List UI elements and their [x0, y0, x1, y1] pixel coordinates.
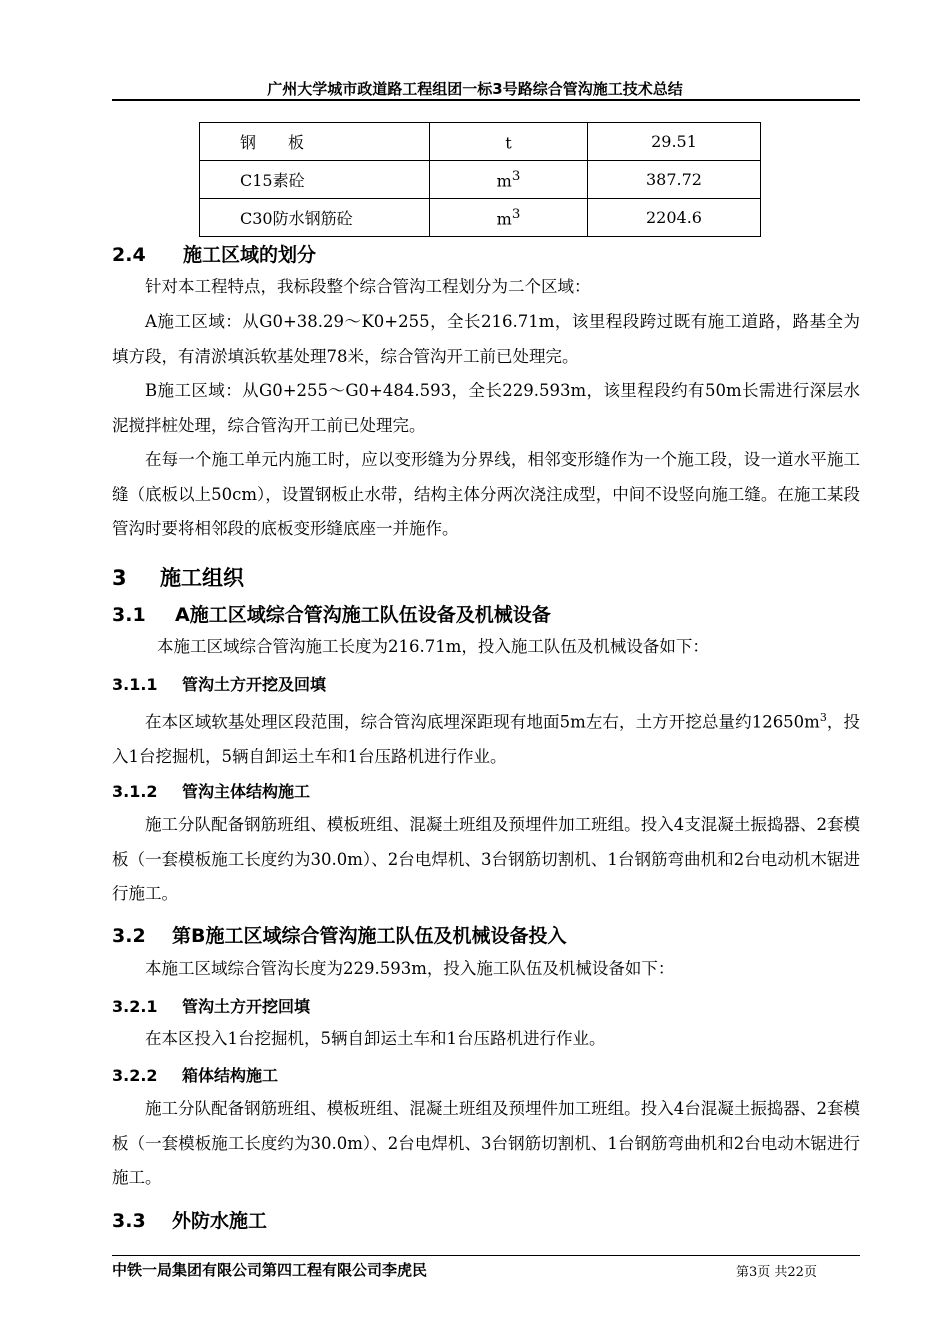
heading-title: 管沟主体结构施工: [182, 782, 311, 801]
table-row: [200, 123, 761, 161]
unit-sup: 3: [511, 206, 521, 222]
table-cell-qty: 29.51: [588, 123, 761, 161]
unit-text: t: [505, 133, 512, 153]
heading-title: 管沟土方开挖回填: [182, 997, 311, 1016]
heading-number: 3.2: [112, 925, 146, 947]
heading-number: 3.1.1: [112, 675, 158, 694]
paragraph: 本施工区域综合管沟施工长度为216.71m，投入施工队伍及机械设备如下：: [157, 637, 709, 656]
heading-title: 施工区域的划分: [183, 244, 317, 266]
paragraph: [112, 701, 860, 775]
heading-title: 箱体结构施工: [182, 1066, 279, 1085]
paragraph-text: 在本区域软基处理区段范围，综合管沟底埋深距现有地面5m左右，土方开挖总量约12650m: [145, 712, 820, 732]
heading-title: 第B施工区域综合管沟施工队伍及机械设备投入: [172, 925, 567, 947]
table-cell-qty: 387.72: [588, 161, 761, 199]
paragraph: 针对本工程特点，我标段整个综合管沟工程划分为二个区域：: [145, 277, 591, 296]
unit-sup: 3: [511, 168, 521, 184]
materials-table: [199, 122, 761, 237]
paragraph-text: ，投入1台挖掘机，5辆自卸运土车和1台压路机进行作业。: [112, 712, 860, 766]
heading-number: 3.3: [112, 1210, 146, 1232]
heading-number: 3.2.2: [112, 1066, 158, 1085]
paragraph: 本施工区域综合管沟长度为229.593m，投入施工队伍及机械设备如下：: [145, 959, 675, 978]
table-cell-name: 钢 板: [200, 123, 430, 161]
heading-number: 3.1: [112, 604, 146, 626]
paragraph: 施工分队配备钢筋班组、模板班组、混凝土班组及预埋件加工班组。投入4台混凝土振捣器、2套模板（一套模板施工长度约为30.0m）、2台电焊机、3台钢筋切割机、1台钢筋弯曲机和2台电动木锯进行施工。: [112, 1099, 860, 1187]
paragraph: 在每一个施工单元内施工时，应以变形缝为分界线，相邻变形缝作为一个施工段，设一道水平施工缝（底板以上50cm），设置钢板止水带，结构主体分两次浇注成型，中间不设竖向施工缝。在施工某段管沟时要将相邻段的底板变形缝底座一并施作。: [112, 450, 860, 538]
paragraph: A施工区域：从G0+38.29～K0+255，全长216.71m，该里程段跨过既有施工道路，路基全为填方段，有清淤填浜软基处理78米，综合管沟开工前已处理完。: [112, 312, 860, 366]
heading-number: 3: [112, 566, 127, 590]
unit-text: m: [496, 171, 512, 191]
table-cell-qty: 2204.6: [588, 199, 761, 237]
heading-number: 2.4: [112, 244, 146, 266]
heading-3-2: [112, 921, 566, 948]
unit-sup: 3: [819, 711, 827, 724]
paragraph: 在本区投入1台挖掘机，5辆自卸运土车和1台压路机进行作业。: [145, 1029, 606, 1048]
table-cell-unit: [430, 161, 588, 199]
table-cell-unit: [430, 199, 588, 237]
heading-3-1: [112, 600, 551, 627]
table-cell-name: C30防水钢筋砼: [200, 199, 430, 237]
header-rule: [112, 99, 860, 101]
paragraph: 施工分队配备钢筋班组、模板班组、混凝土班组及预埋件加工班组。投入4支混凝土振捣器、2套模板（一套模板施工长度约为30.0m）、2台电焊机、3台钢筋切割机、1台钢筋弯曲机和2台电动机木锯进行施工。: [112, 815, 860, 903]
heading-title: 管沟土方开挖及回填: [182, 675, 327, 694]
table-row: [200, 161, 761, 199]
heading-3-2-1: [112, 994, 310, 1017]
footer-author: 中铁一局集团有限公司第四工程有限公司李虎民: [112, 1261, 428, 1279]
page-number: 第3页 共22页: [736, 1265, 817, 1280]
table-cell-name: C15素砼: [200, 161, 430, 199]
heading-title: A施工区域综合管沟施工队伍设备及机械设备: [175, 604, 551, 626]
heading-2-4: [112, 240, 316, 267]
heading-number: 3.2.1: [112, 997, 158, 1016]
footer-rule: [112, 1255, 860, 1256]
heading-3-1-2: [112, 779, 310, 802]
heading-title: 施工组织: [160, 566, 244, 590]
table-cell-unit: [430, 123, 588, 161]
table-row: [200, 199, 761, 237]
heading-number: 3.1.2: [112, 782, 158, 801]
heading-3-1-1: [112, 672, 326, 695]
heading-title: 外防水施工: [172, 1210, 268, 1232]
paragraph: B施工区域：从G0+255～G0+484.593，全长229.593m，该里程段约有50m长需进行深层水泥搅拌桩处理，综合管沟开工前已处理完。: [112, 381, 860, 435]
running-header: 广州大学城市政道路工程组团一标3号路综合管沟施工技术总结: [267, 80, 683, 98]
heading-3-3: [112, 1206, 267, 1233]
heading-3: [112, 562, 244, 592]
unit-text: m: [496, 209, 512, 229]
heading-3-2-2: [112, 1063, 278, 1086]
